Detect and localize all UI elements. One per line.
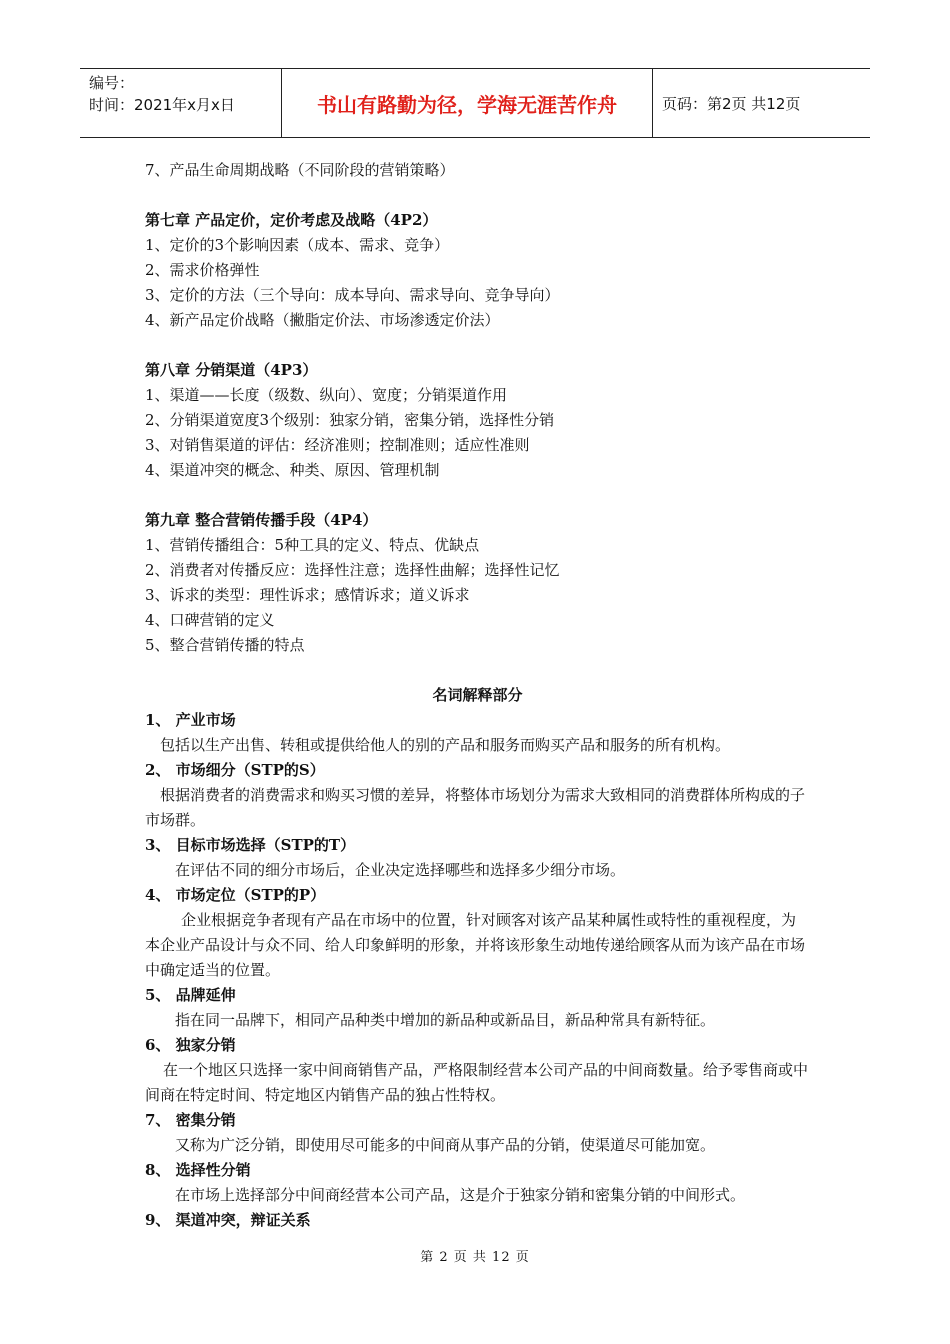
term-title: 2、 市场细分（STP的S） bbox=[145, 761, 325, 779]
term-title: 7、 密集分销 bbox=[145, 1111, 236, 1129]
term-title: 5、 品牌延伸 bbox=[145, 986, 236, 1004]
term-title: 9、 渠道冲突，辩证关系 bbox=[145, 1211, 311, 1229]
list-item: 1、渠道——长度（级数、纵向）、宽度；分销渠道作用 bbox=[145, 386, 508, 404]
chapter-heading: 第九章 整合营销传播手段（4P4） bbox=[145, 511, 378, 529]
term-title: 1、 产业市场 bbox=[145, 711, 236, 729]
term-definition: 又称为广泛分销，即使用尽可能多的中间商从事产品的分销，使渠道尽可能加宽。 bbox=[175, 1136, 716, 1154]
term-definition: 指在同一品牌下，相同产品种类中增加的新品种或新品目，新品种常具有新特征。 bbox=[175, 1011, 716, 1029]
term-title: 3、 目标市场选择（STP的T） bbox=[145, 836, 356, 854]
header-page-number: 页码：第2页 共12页 bbox=[662, 94, 801, 113]
list-item: 4、新产品定价战略（撇脂定价法、市场渗透定价法） bbox=[145, 311, 500, 329]
term-definition: 在市场上选择部分中间商经营本公司产品，这是介于独家分销和密集分销的中间形式。 bbox=[175, 1186, 746, 1204]
document-body bbox=[145, 158, 810, 1233]
term-definition: 在评估不同的细分市场后，企业决定选择哪些和选择多少细分市场。 bbox=[175, 861, 626, 879]
chapter-heading: 第八章 分销渠道（4P3） bbox=[145, 361, 318, 379]
chapter-heading: 第七章 产品定价，定价考虑及战略（4P2） bbox=[145, 211, 438, 229]
term-title: 8、 选择性分销 bbox=[145, 1161, 251, 1179]
list-item: 2、需求价格弹性 bbox=[145, 261, 260, 279]
term-definition: 包括以生产出售、转租或提供给他人的别的产品和服务而购买产品和服务的所有机构。 bbox=[160, 736, 731, 754]
list-item: 3、诉求的类型：理性诉求；感情诉求；道义诉求 bbox=[145, 586, 470, 604]
header-meta bbox=[80, 69, 281, 137]
list-item: 4、口碑营销的定义 bbox=[145, 611, 275, 629]
term-title: 6、 独家分销 bbox=[145, 1036, 236, 1054]
list-item: 2、消费者对传播反应：选择性注意；选择性曲解；选择性记忆 bbox=[145, 561, 560, 579]
term-title: 4、 市场定位（STP的P） bbox=[145, 886, 326, 904]
list-item: 3、对销售渠道的评估：经济准则；控制准则；适应性准则 bbox=[145, 436, 530, 454]
list-item: 3、定价的方法（三个导向：成本导向、需求导向、竞争导向） bbox=[145, 286, 560, 304]
term-definition: 企业根据竞争者现有产品在市场中的位置，针对顾客对该产品某种属性或特性的重视程度，为本企业产品设计与众不同、给人印象鲜明的形象，并将该形象生动地传递给顾客从而为该产品在市场中确定适当的位置。 bbox=[145, 911, 806, 979]
list-item: 1、定价的3个影响因素（成本、需求、竞争） bbox=[145, 236, 450, 254]
list-item: 7、产品生命周期战略（不同阶段的营销策略） bbox=[145, 161, 455, 179]
list-item: 5、整合营销传播的特点 bbox=[145, 636, 305, 654]
list-item: 4、渠道冲突的概念、种类、原因、管理机制 bbox=[145, 461, 440, 479]
page-header bbox=[80, 68, 870, 138]
list-item: 2、分销渠道宽度3个级别：独家分销，密集分销，选择性分销 bbox=[145, 411, 555, 429]
page-footer: 第 2 页 共 12 页 bbox=[420, 1250, 530, 1265]
serial-label: 编号： bbox=[89, 74, 135, 92]
time-label: 时间：2021年x月x日 bbox=[89, 96, 235, 114]
header-motto: 书山有路勤为径，学海无涯苦作舟 bbox=[281, 69, 653, 137]
term-definition: 在一个地区只选择一家中间商销售产品，严格限制经营本公司产品的中间商数量。给予零售商或中间商在特定时间、特定地区内销售产品的独占性特权。 bbox=[145, 1061, 809, 1104]
term-definition: 根据消费者的消费需求和购买习惯的差异，将整体市场划分为需求大致相同的消费群体所构成的子市场群。 bbox=[145, 786, 806, 829]
glossary-title: 名词解释部分 bbox=[432, 686, 523, 704]
list-item: 1、营销传播组合：5种工具的定义、特点、优缺点 bbox=[145, 536, 480, 554]
